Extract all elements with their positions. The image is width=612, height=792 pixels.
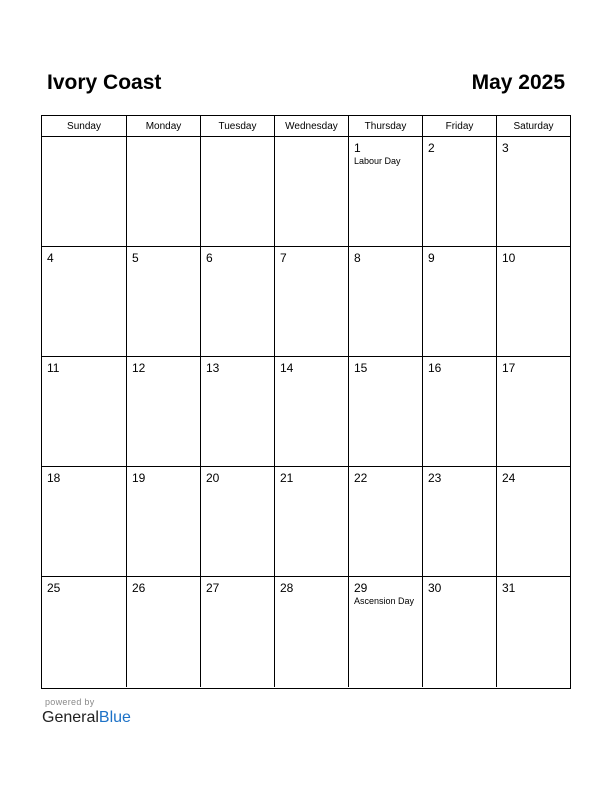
day-number: 26 bbox=[132, 581, 146, 595]
day-cell bbox=[349, 577, 423, 687]
day-number: 27 bbox=[206, 581, 220, 595]
day-cell bbox=[349, 137, 423, 247]
day-number: 30 bbox=[428, 581, 442, 595]
day-cell bbox=[42, 357, 127, 467]
day-number: 31 bbox=[502, 581, 516, 595]
day-cell bbox=[201, 577, 275, 687]
weekday-header-sunday: Sunday bbox=[42, 116, 127, 137]
weekday-header-wednesday: Wednesday bbox=[275, 116, 349, 137]
day-number: 1 bbox=[354, 141, 361, 155]
weekday-header-friday: Friday bbox=[423, 116, 497, 137]
day-number: 18 bbox=[47, 471, 61, 485]
day-number: 29 bbox=[354, 581, 368, 595]
day-cell bbox=[275, 357, 349, 467]
weekday-header-thursday: Thursday bbox=[349, 116, 423, 137]
day-number: 4 bbox=[47, 251, 54, 265]
day-cell bbox=[42, 137, 127, 247]
day-cell bbox=[42, 577, 127, 687]
day-cell bbox=[497, 577, 570, 687]
day-cell bbox=[42, 247, 127, 357]
day-cell bbox=[423, 357, 497, 467]
country-title: Ivory Coast bbox=[47, 71, 162, 94]
day-number: 13 bbox=[206, 361, 220, 375]
day-cell bbox=[497, 137, 570, 247]
brand-blue: Blue bbox=[98, 709, 131, 726]
day-number: 21 bbox=[280, 471, 294, 485]
day-cell bbox=[201, 137, 275, 247]
day-cell bbox=[127, 577, 201, 687]
day-cell bbox=[349, 357, 423, 467]
holiday-label: Labour Day bbox=[354, 156, 401, 166]
day-number: 9 bbox=[428, 251, 435, 265]
powered-by-text: powered by bbox=[45, 697, 95, 707]
day-cell bbox=[127, 357, 201, 467]
day-cell bbox=[201, 467, 275, 577]
brand-general: General bbox=[42, 709, 99, 726]
day-cell bbox=[497, 247, 570, 357]
day-cell bbox=[497, 357, 570, 467]
weekday-header-monday: Monday bbox=[127, 116, 201, 137]
day-number: 5 bbox=[132, 251, 139, 265]
day-number: 19 bbox=[132, 471, 146, 485]
day-cell bbox=[423, 577, 497, 687]
day-cell bbox=[423, 467, 497, 577]
day-cell bbox=[127, 247, 201, 357]
day-number: 11 bbox=[47, 361, 60, 375]
day-cell bbox=[201, 357, 275, 467]
day-number: 3 bbox=[502, 141, 509, 155]
day-number: 14 bbox=[280, 361, 294, 375]
day-number: 28 bbox=[280, 581, 294, 595]
day-cell bbox=[349, 467, 423, 577]
day-number: 15 bbox=[354, 361, 368, 375]
day-cell bbox=[497, 467, 570, 577]
day-number: 6 bbox=[206, 251, 213, 265]
calendar-grid bbox=[41, 115, 571, 689]
generalblue-logo[interactable] bbox=[42, 709, 131, 727]
day-cell bbox=[275, 247, 349, 357]
day-number: 12 bbox=[132, 361, 146, 375]
day-number: 2 bbox=[428, 141, 435, 155]
day-number: 7 bbox=[280, 251, 287, 265]
day-number: 10 bbox=[502, 251, 516, 265]
day-number: 23 bbox=[428, 471, 442, 485]
day-number: 16 bbox=[428, 361, 442, 375]
day-cell bbox=[275, 467, 349, 577]
day-number: 24 bbox=[502, 471, 516, 485]
day-cell bbox=[349, 247, 423, 357]
holiday-label: Ascension Day bbox=[354, 596, 415, 606]
day-number: 22 bbox=[354, 471, 368, 485]
day-number: 20 bbox=[206, 471, 220, 485]
day-cell bbox=[275, 137, 349, 247]
day-cell bbox=[423, 137, 497, 247]
weekday-header-tuesday: Tuesday bbox=[201, 116, 275, 137]
day-cell bbox=[42, 467, 127, 577]
day-number: 17 bbox=[502, 361, 516, 375]
day-cell bbox=[201, 247, 275, 357]
day-cell bbox=[127, 467, 201, 577]
day-cell bbox=[275, 577, 349, 687]
month-year-title: May 2025 bbox=[471, 71, 565, 94]
day-cell bbox=[127, 137, 201, 247]
day-cell bbox=[423, 247, 497, 357]
day-number: 25 bbox=[47, 581, 61, 595]
day-number: 8 bbox=[354, 251, 361, 265]
weekday-header-saturday: Saturday bbox=[497, 116, 570, 137]
